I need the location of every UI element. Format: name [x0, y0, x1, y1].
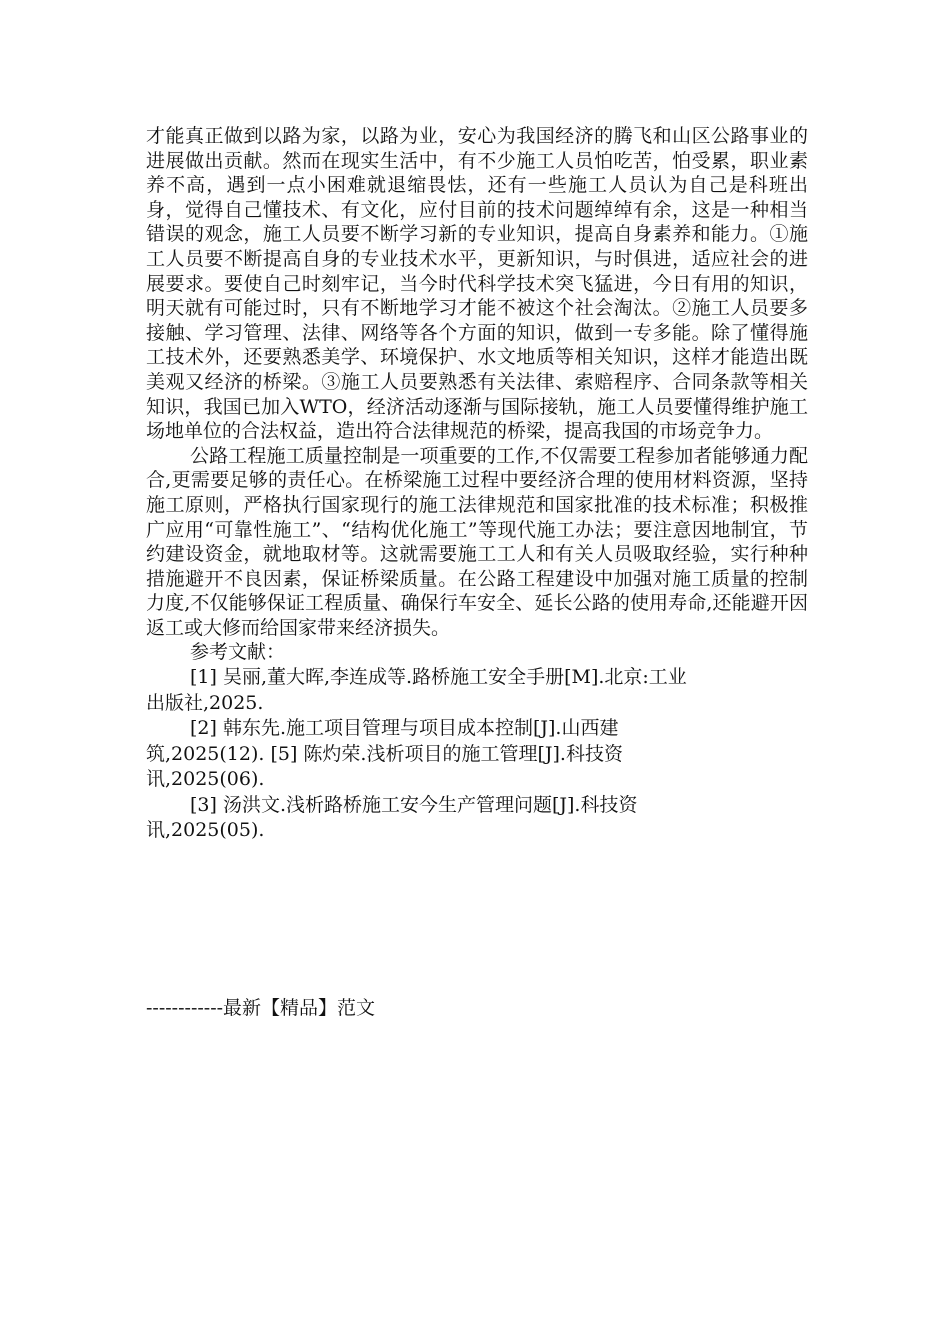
references-heading: 参考文献： [190, 641, 286, 664]
body-paragraph-2: 公路工程施工质量控制是一项重要的工作,不仅需要工程参加者能够通力配合,更需要足够的责任心。在桥梁施工过程中要经济合理的使用材料资源，坚持施工原则，严格执行国家现行的施工法律规范和国家批准的技术标准；积极推广应用“可靠性施工”、“结构优化施工”等现代施工办法；要注意因地制宜，节约建设资金，就地取材等。这就需要施工工人和有关人员吸取经验，实行种种措施避开不良因素，保证桥梁质量。在公路工程建设中加强对施工质量的控制力度,不仅能够保证工程质量、确保行车安全、延长公路的使用寿命,还能避开因返工或大修而给国家带来经济损失。 [146, 444, 808, 639]
reference-2-line-3: 讯,2025(06). [146, 768, 265, 791]
reference-item-2 [146, 716, 808, 793]
footer-tagline: ------------最新【精品】范文 [146, 997, 376, 1019]
body-paragraph-1: 才能真正做到以路为家，以路为业，安心为我国经济的腾飞和山区公路事业的进展做出贡献。然而在现实生活中，有不少施工人员怕吃苦，怕受累，职业素养不高，遇到一点小困难就退缩畏怯，还有一些施工人员认为自己是科班出身，觉得自己懂技术、有文化，应付目前的技术问题绰绰有余，这是一种相当错误的观念，施工人员要不断学习新的专业知识，提高自身素养和能力。①施工人员要不断提高自身的专业技术水平，更新知识，与时俱进，适应社会的进展要求。要使自己时刻牢记，当今时代科学技术突飞猛进，今日有用的知识，明天就有可能过时，只有不断地学习才能不被这个社会淘汰。②施工人员要多接触、学习管理、法律、网络等各个方面的知识，做到一专多能。除了懂得施工技术外，还要熟悉美学、环境保护、水文地质等相关知识，这样才能造出既美观又经济的桥梁。③施工人员要熟悉有关法律、索赔程序、合同条款等相关知识，我国已加入WTO，经济活动逐渐与国际接轨，施工人员要懂得维护施工场地单位的合法权益，造出符合法律规范的桥梁，提高我国的市场竞争力。 [146, 125, 808, 443]
reference-2-line-1: [2] 韩东先.施工项目管理与项目成本控制[J].山西建 [190, 717, 619, 740]
document-body [146, 124, 808, 844]
reference-3-line-2: 讯,2025(05). [146, 819, 265, 842]
reference-item-1 [146, 665, 808, 716]
reference-item-3 [146, 793, 808, 844]
reference-1-line-1: [1] 吴丽,董大晖,李连成等.路桥施工安全手册[M].北京:工业 [190, 666, 687, 689]
reference-1-line-2: 出版社,2025. [146, 691, 264, 714]
reference-2-line-2: 筑,2025(12). [5] 陈灼荣.浅析项目的施工管理[J].科技资 [146, 742, 623, 765]
reference-3-line-1: [3] 汤洪文.浅析路桥施工安今生产管理问题[J].科技资 [190, 793, 638, 816]
